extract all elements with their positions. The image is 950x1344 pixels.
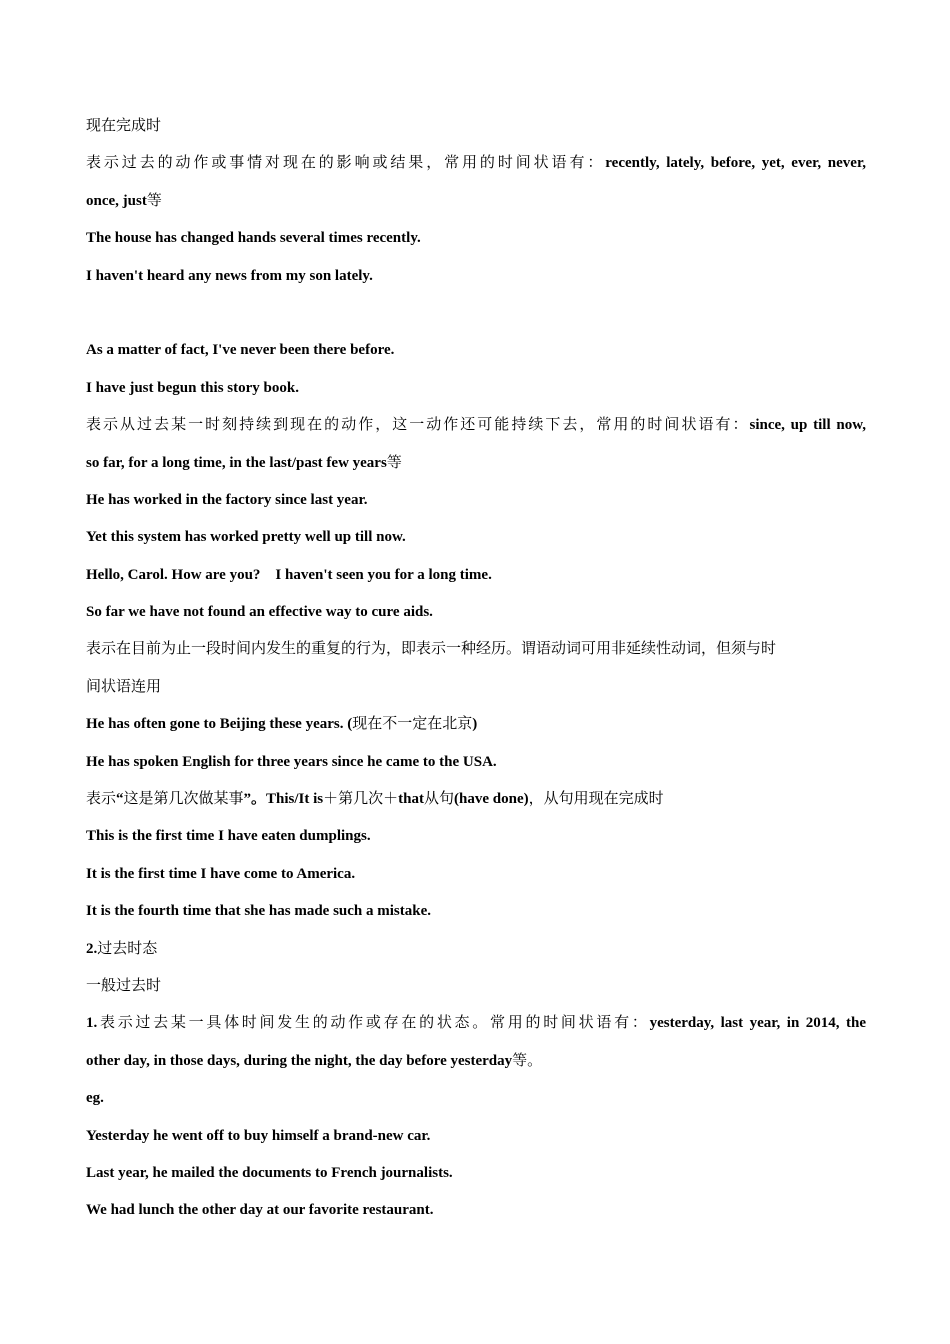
rule-paragraph-1-line-2: [86, 183, 866, 220]
example-sentence: It is the first time I have come to America.: [86, 865, 356, 882]
rule-text-zh: 等: [146, 192, 162, 209]
example-sentence: He has spoken English for three years since he came to the USA.: [86, 753, 497, 770]
blank-line: [86, 295, 866, 332]
rule-text-en: (have done): [454, 791, 529, 808]
rule-text-en: yesterday, last year, in 2014, the: [649, 1015, 866, 1032]
example-sentence: I have just begun this story book.: [86, 379, 299, 396]
example-sentence: I haven't heard any news from my son lately.: [86, 267, 373, 284]
rule-text-zh: ，从句用现在完成时: [528, 791, 664, 808]
rule-text-en: ”。This/It is: [243, 791, 324, 808]
rule-paragraph-3-line-1: 表示在目前为止一段时间内发生的重复的行为，即表示一种经历。谓语动词可用非延续性动词，但须与时: [86, 641, 777, 658]
rule-paragraph-5-line-2: [86, 1043, 866, 1080]
rule-text-en: so far, for a long time, in the last/past few years: [86, 454, 387, 471]
example-note-zh: 现在不一定在北京: [352, 716, 473, 733]
example-sentence: As a matter of fact, I've never been there before.: [86, 342, 395, 359]
example-sentence: [86, 706, 866, 743]
rule-text-zh: 从句: [424, 791, 455, 808]
rule-text-zh: 表示过去的动作或事情对现在的影响或结果，常用的时间状语有：: [86, 155, 606, 172]
section-title: 过去时态: [97, 940, 158, 957]
rule-paragraph-3-line-2: 间状语连用: [86, 678, 162, 695]
section-number: 2.: [86, 940, 98, 957]
rule-paragraph-4: [86, 781, 866, 818]
rule-text-zh: ＋第几次＋: [323, 791, 399, 808]
rule-text-zh: 等。: [512, 1052, 543, 1069]
rule-text-zh: 表示: [86, 791, 117, 808]
example-sentence: Hello, Carol. How are you? I haven't seen you for a long time.: [86, 566, 492, 583]
rule-paragraph-1-line-1: [86, 145, 866, 182]
example-label: eg.: [86, 1090, 104, 1107]
rule-text-en: other day, in those days, during the night, the day before yesterday: [86, 1052, 513, 1069]
rule-paragraph-5-line-1: [86, 1005, 866, 1042]
example-sentence: It is the fourth time that she has made such a mistake.: [86, 903, 431, 920]
example-sentence: This is the first time I have eaten dumplings.: [86, 828, 371, 845]
rule-text-zh: 等: [386, 454, 402, 471]
rule-number: 1.: [86, 1015, 98, 1032]
example-sentence: Yet this system has worked pretty well up till now.: [86, 529, 406, 546]
example-sentence: Yesterday he went off to buy himself a brand-new car.: [86, 1127, 431, 1144]
rule-text-zh: 这是第几次做某事: [123, 791, 244, 808]
rule-text-en: recently, lately, before, yet, ever, never,: [605, 155, 866, 172]
example-text-en: ): [472, 716, 478, 733]
example-sentence: He has worked in the factory since last year.: [86, 491, 368, 508]
example-text-en: He has often gone to Beijing these years. (: [86, 716, 353, 733]
rule-text-en: once, just: [86, 192, 147, 209]
example-sentence: The house has changed hands several times recently.: [86, 230, 421, 247]
rule-paragraph-2-line-1: [86, 407, 866, 444]
section-heading-present-perfect: 现在完成时: [86, 118, 162, 134]
example-sentence: So far we have not found an effective way to cure aids.: [86, 604, 433, 621]
subsection-heading-simple-past: 一般过去时: [86, 977, 162, 994]
example-sentence: We had lunch the other day at our favorite restaurant.: [86, 1202, 434, 1219]
rule-text-zh: 表示过去某一具体时间发生的动作或存在的状态。常用的时间状语有：: [97, 1015, 650, 1032]
section-heading-past-tense: [86, 931, 866, 968]
rule-text-en: since, up till now,: [749, 417, 866, 434]
rule-text-en: “: [116, 791, 124, 808]
rule-text-en: that: [398, 791, 424, 808]
rule-text-zh: 表示从过去某一时刻持续到现在的动作，这一动作还可能持续下去，常用的时间状语有：: [86, 417, 750, 434]
rule-paragraph-2-line-2: [86, 445, 866, 482]
example-sentence: Last year, he mailed the documents to French journalists.: [86, 1164, 453, 1181]
